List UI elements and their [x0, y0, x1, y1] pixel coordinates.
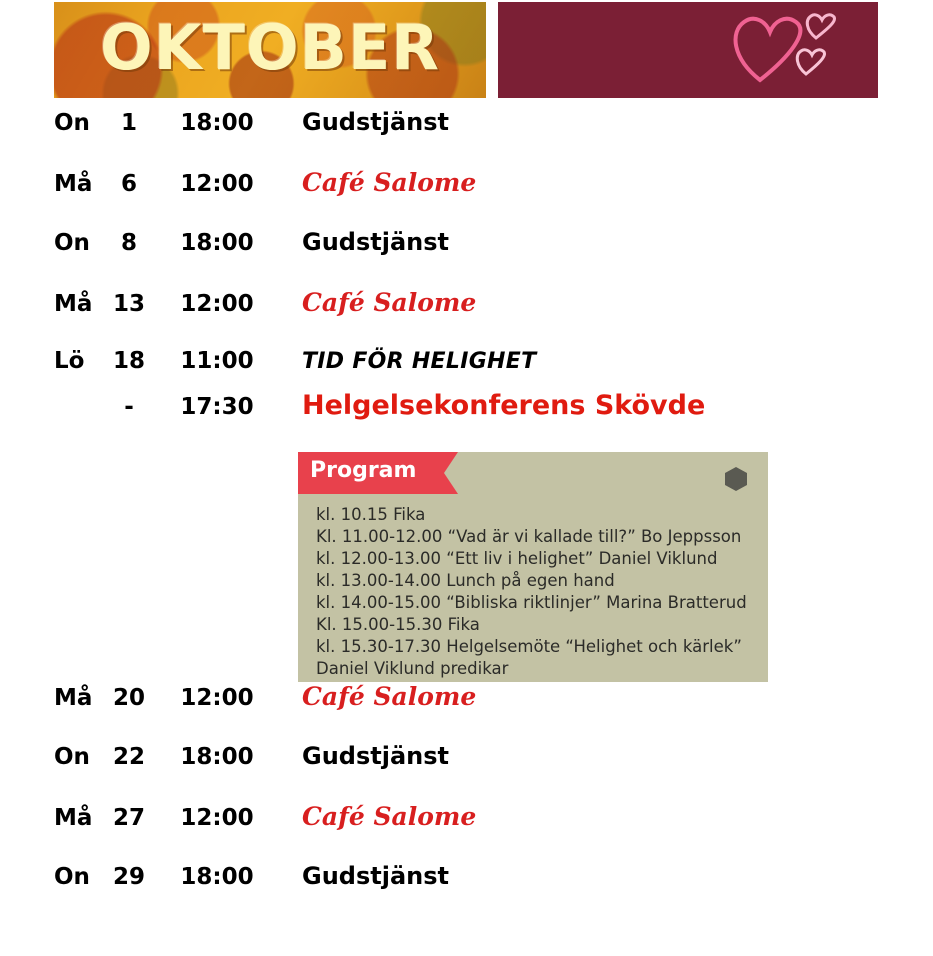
- row-day: Lö: [54, 348, 85, 374]
- row-title: TID FÖR HELIGHET: [302, 349, 537, 374]
- program-line: Kl. 11.00-12.00 “Vad är vi kallade till?” Bo Jeppsson: [316, 527, 742, 546]
- row-time: 18:00: [180, 230, 254, 256]
- row-time: 12:00: [180, 291, 254, 317]
- month-title: OKTOBER: [99, 11, 441, 84]
- row-date: 1: [120, 110, 137, 136]
- program-line: kl. 10.15 Fika: [316, 505, 426, 524]
- header-banners: [0, 0, 933, 100]
- schedule-row: [0, 288, 933, 348]
- row-date: -: [124, 394, 134, 420]
- row-day: Må: [54, 805, 93, 831]
- row-title: Gudstjänst: [302, 108, 449, 136]
- row-title: Café Salome: [302, 288, 477, 317]
- schedule-row: [0, 348, 933, 390]
- row-date: 20: [112, 685, 145, 711]
- row-title: Gudstjänst: [302, 228, 449, 256]
- schedule-row: [0, 108, 933, 168]
- row-date: 27: [112, 805, 145, 831]
- program-line: kl. 12.00-13.00 “Ett liv i helighet” Daniel Viklund: [316, 549, 718, 568]
- row-time: 18:00: [180, 864, 254, 890]
- row-title: Café Salome: [302, 168, 477, 197]
- schedule-row: [0, 862, 933, 922]
- row-time: 18:00: [180, 744, 254, 770]
- schedule-row: [0, 390, 933, 432]
- hexagon-icon: [724, 466, 748, 492]
- row-date: 29: [112, 864, 145, 890]
- row-time: 18:00: [180, 110, 254, 136]
- schedule-row: [0, 682, 933, 742]
- program-line: kl. 15.30-17.30 Helgelsemöte “Helighet och kärlek”: [316, 637, 742, 656]
- row-date: 8: [120, 230, 137, 256]
- program-card: [298, 452, 768, 682]
- row-date: 22: [112, 744, 145, 770]
- program-ribbon: [298, 452, 444, 494]
- month-banner: [54, 2, 486, 98]
- row-time: 12:00: [180, 685, 254, 711]
- program-line: kl. 13.00-14.00 Lunch på egen hand: [316, 571, 615, 590]
- row-time: 11:00: [180, 348, 254, 374]
- row-time: 12:00: [180, 805, 254, 831]
- program-lines: [316, 504, 758, 680]
- heart-banner: [498, 2, 878, 98]
- schedule-row: [0, 742, 933, 802]
- row-date: 6: [120, 171, 137, 197]
- program-ribbon-label: Program: [310, 458, 417, 483]
- schedule-row: [0, 228, 933, 288]
- row-title: Helgelsekonferens Skövde: [302, 390, 706, 421]
- row-title: Gudstjänst: [302, 862, 449, 890]
- program-line: kl. 14.00-15.00 “Bibliska riktlinjer” Marina Bratterud: [316, 593, 747, 612]
- row-date: 18: [112, 348, 145, 374]
- program-line: Daniel Viklund predikar: [316, 659, 509, 678]
- row-day: On: [54, 744, 90, 770]
- row-day: Må: [54, 685, 93, 711]
- hearts-icon: [724, 8, 844, 92]
- schedule-row: [0, 168, 933, 228]
- row-time: 17:30: [180, 394, 254, 420]
- row-day: On: [54, 110, 90, 136]
- row-day: Må: [54, 291, 93, 317]
- row-title: Café Salome: [302, 682, 477, 711]
- row-date: 13: [112, 291, 145, 317]
- row-day: Må: [54, 171, 93, 197]
- row-day: On: [54, 230, 90, 256]
- row-title: Gudstjänst: [302, 742, 449, 770]
- program-line: Kl. 15.00-15.30 Fika: [316, 615, 480, 634]
- row-title: Café Salome: [302, 802, 477, 831]
- row-day: On: [54, 864, 90, 890]
- schedule-row: [0, 802, 933, 862]
- row-time: 12:00: [180, 171, 254, 197]
